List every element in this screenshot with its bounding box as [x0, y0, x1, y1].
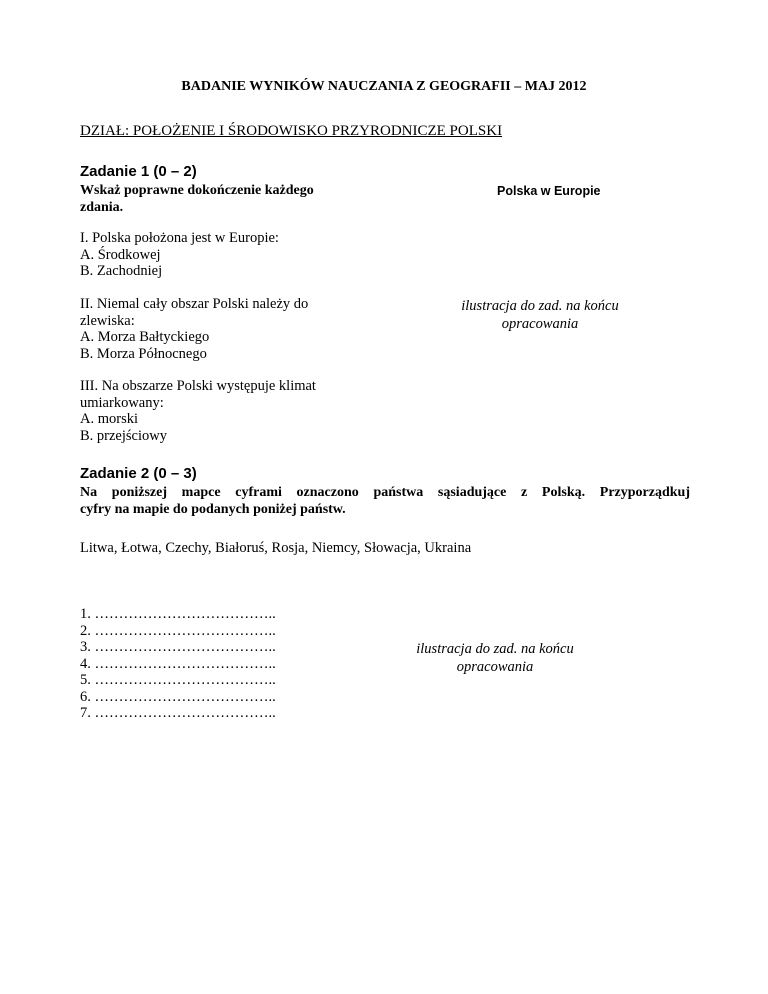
question-text: II. Niemal cały obszar Polski należy do [80, 296, 309, 312]
note-line: ilustracja do zad. na końcu [416, 641, 574, 657]
task1-illustration-note [420, 297, 660, 333]
answer-option: A. Morza Bałtyckiego [80, 329, 210, 345]
task1-instruction [80, 182, 380, 216]
note-line: opracowania [501, 316, 579, 332]
task2-instruction-line: cyfry na mapie do podanych poniżej państw. [80, 502, 346, 517]
answer-lines [80, 606, 276, 722]
map-caption: Polska w Europie [497, 184, 601, 198]
answer-option: B. Morza Północnego [80, 345, 207, 362]
answer-option: A. Środkowej [80, 246, 161, 263]
note-line: opracowania [456, 659, 534, 675]
answer-option: A. morski [80, 411, 138, 427]
task2-instruction-line: Na poniższej mapce cyframi oznaczono państwa sąsiadujące z Polską. Przyporządkuj [80, 485, 690, 500]
task2-heading: Zadanie 2 (0 – 3) [80, 465, 197, 482]
answer-line: 6. ……………………………….. [80, 688, 276, 705]
document-title: BADANIE WYNIKÓW NAUCZANIA Z GEOGRAFII – MAJ 2012 [181, 79, 587, 94]
task2-instruction [80, 484, 690, 518]
answer-option: B. przejściowy [80, 427, 167, 444]
question-text: zlewiska: [80, 312, 135, 329]
task1-question-2 [80, 296, 308, 362]
country-list: Litwa, Łotwa, Czechy, Białoruś, Rosja, Niemcy, Słowacja, Ukraina [80, 540, 472, 556]
section-title: DZIAŁ: POŁOŻENIE I ŚRODOWISKO PRZYRODNICZE POLSKI [80, 123, 503, 139]
answer-line: 2. ……………………………….. [80, 622, 276, 639]
question-text: I. Polska położona jest w Europie: [80, 230, 279, 246]
answer-line: 4. ……………………………….. [80, 655, 276, 672]
answer-line: 7. ……………………………….. [80, 705, 276, 721]
task1-instruction-line: Wskaż poprawne dokończenie każdego [80, 183, 314, 198]
task1-instruction-line: zdania. [80, 200, 124, 215]
question-text: III. Na obszarze Polski występuje klimat [80, 378, 316, 394]
task2-illustration-note [375, 640, 615, 676]
task1-heading: Zadanie 1 (0 – 2) [80, 163, 197, 180]
answer-line: 5. ……………………………….. [80, 672, 276, 688]
answer-line: 3. ……………………………….. [80, 639, 276, 655]
task1-question-1 [80, 230, 279, 280]
answer-line: 1. ……………………………….. [80, 606, 276, 622]
note-line: ilustracja do zad. na końcu [461, 298, 619, 314]
answer-option: B. Zachodniej [80, 263, 163, 279]
task1-question-3 [80, 378, 316, 444]
question-text: umiarkowany: [80, 394, 164, 411]
